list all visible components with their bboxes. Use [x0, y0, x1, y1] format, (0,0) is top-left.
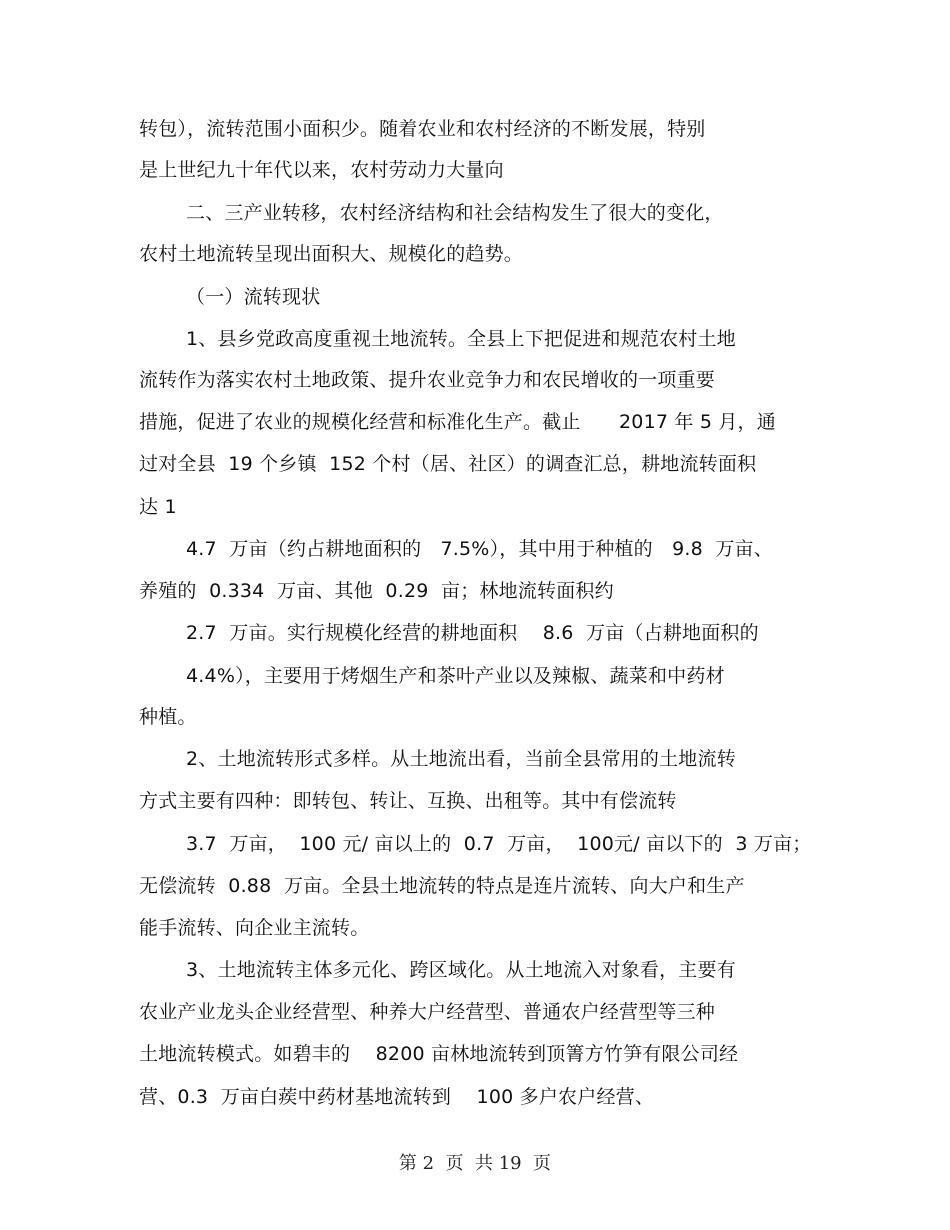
paragraph-line: 4.7 万亩（约占耕地面积的 7.5%），其中用于种植的 9.8 万亩、 [186, 538, 773, 560]
paragraph-line: 措施，促进了农业的规模化经营和标准化生产。截止 2017 年 5 月，通 [139, 411, 776, 433]
paragraph-line: 2、土地流转形式多样。从土地流出看，当前全县常用的土地流转 [186, 748, 736, 770]
section-heading: （一）流转现状 [186, 286, 321, 308]
paragraph-line: 种植。 [139, 706, 197, 728]
paragraph-line: 转包），流转范围小面积少。随着农业和农村经济的不断发展，特别 [139, 118, 706, 140]
paragraph-line: 养殖的 0.334 万亩、其他 0.29 亩；林地流转面积约 [139, 580, 614, 602]
paragraph-line: 二、三产业转移，农村经济结构和社会结构发生了很大的变化， [186, 202, 724, 224]
paragraph-line: 3、土地流转主体多元化、跨区域化。从土地流入对象看，主要有 [186, 959, 736, 981]
paragraph-line: 流转作为落实农村土地政策、提升农业竞争力和农民增收的一项重要 [139, 369, 716, 391]
paragraph-line: 农业产业龙头企业经营型、种养大户经营型、普通农户经营型等三种 [139, 1001, 716, 1023]
paragraph-line: 营、0.3 万亩白蒺中药材基地流转到 100 多户农户经营、 [139, 1086, 655, 1108]
paragraph-line: 过对全县 19 个乡镇 152 个村（居、社区）的调查汇总，耕地流转面积 [139, 453, 757, 475]
paragraph-line: 方式主要有四种：即转包、转让、互换、出租等。其中有偿流转 [139, 790, 677, 812]
paragraph-line: 农村土地流转呈现出面积大、规模化的趋势。 [139, 243, 524, 265]
paragraph-line: 土地流转模式。如碧丰的 8200 亩林地流转到顶箐方竹笋有限公司经 [139, 1043, 739, 1065]
paragraph-line: 3.7 万亩， 100 元/ 亩以上的 0.7 万亩， 100元/ 亩以下的 3 万亩； [186, 833, 812, 855]
paragraph-line: 2.7 万亩。实行规模化经营的耕地面积 8.6 万亩（占耕地面积的 [186, 622, 759, 644]
paragraph-line: 达 1 [139, 496, 177, 518]
paragraph-line: 无偿流转 0.88 万亩。全县土地流转的特点是连片流转、向大户和生产 [139, 875, 745, 897]
paragraph-line: 1、县乡党政高度重视土地流转。全县上下把促进和规范农村土地 [186, 328, 736, 350]
paragraph-line: 4.4%），主要用于烤烟生产和茶叶产业以及辣椒、蔬菜和中药材 [186, 665, 725, 687]
paragraph-line: 能手流转、向企业主流转。 [139, 917, 370, 939]
page-number-footer: 第 2 页 共 19 页 [398, 1153, 552, 1174]
paragraph-line: 是上世纪九十年代以来，农村劳动力大量向 [139, 159, 504, 181]
